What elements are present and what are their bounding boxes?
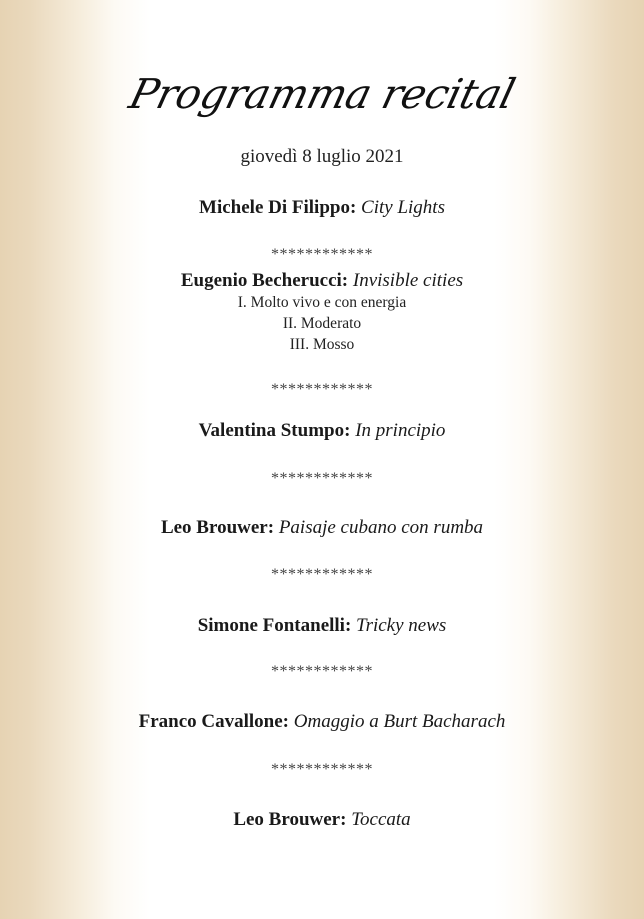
work-title: Tricky news xyxy=(356,615,447,636)
program-item-6 xyxy=(0,711,644,733)
composer-name: Leo Brouwer: xyxy=(160,517,275,538)
work-title: In principio xyxy=(355,420,446,441)
work-title: City Lights xyxy=(361,197,445,218)
concert-date: giovedì 8 luglio 2021 xyxy=(240,146,404,167)
movement: I. Molto vivo e con energia xyxy=(237,294,407,311)
page-title: Programma recital xyxy=(124,70,520,118)
composer-name: Valentina Stumpo: xyxy=(198,420,351,441)
movement: III. Mosso xyxy=(289,336,355,353)
program-item-3 xyxy=(0,420,644,442)
work-title: Omaggio a Burt Bacharach xyxy=(293,711,506,732)
composer-name: Michele Di Filippo: xyxy=(199,197,357,218)
separator: ************ xyxy=(271,381,373,398)
work-title: Invisible cities xyxy=(352,270,464,291)
separator: ************ xyxy=(271,761,373,778)
composer-name: Simone Fontanelli: xyxy=(197,615,352,636)
composer-name: Franco Cavallone: xyxy=(138,711,290,732)
program-item-2 xyxy=(0,270,644,292)
work-title: Toccata xyxy=(351,809,411,830)
program-item-4 xyxy=(0,517,644,539)
composer-name: Leo Brouwer: xyxy=(233,809,347,830)
separator: ************ xyxy=(271,566,373,583)
movement: II. Moderato xyxy=(282,315,362,332)
composer-name: Eugenio Becherucci: xyxy=(180,270,349,291)
separator: ************ xyxy=(271,470,373,487)
program-item-5 xyxy=(0,615,644,637)
separator: ************ xyxy=(271,663,373,680)
work-title: Paisaje cubano con rumba xyxy=(278,517,484,538)
program-item-1 xyxy=(0,197,644,219)
separator: ************ xyxy=(271,246,373,263)
program-item-7 xyxy=(0,809,644,831)
